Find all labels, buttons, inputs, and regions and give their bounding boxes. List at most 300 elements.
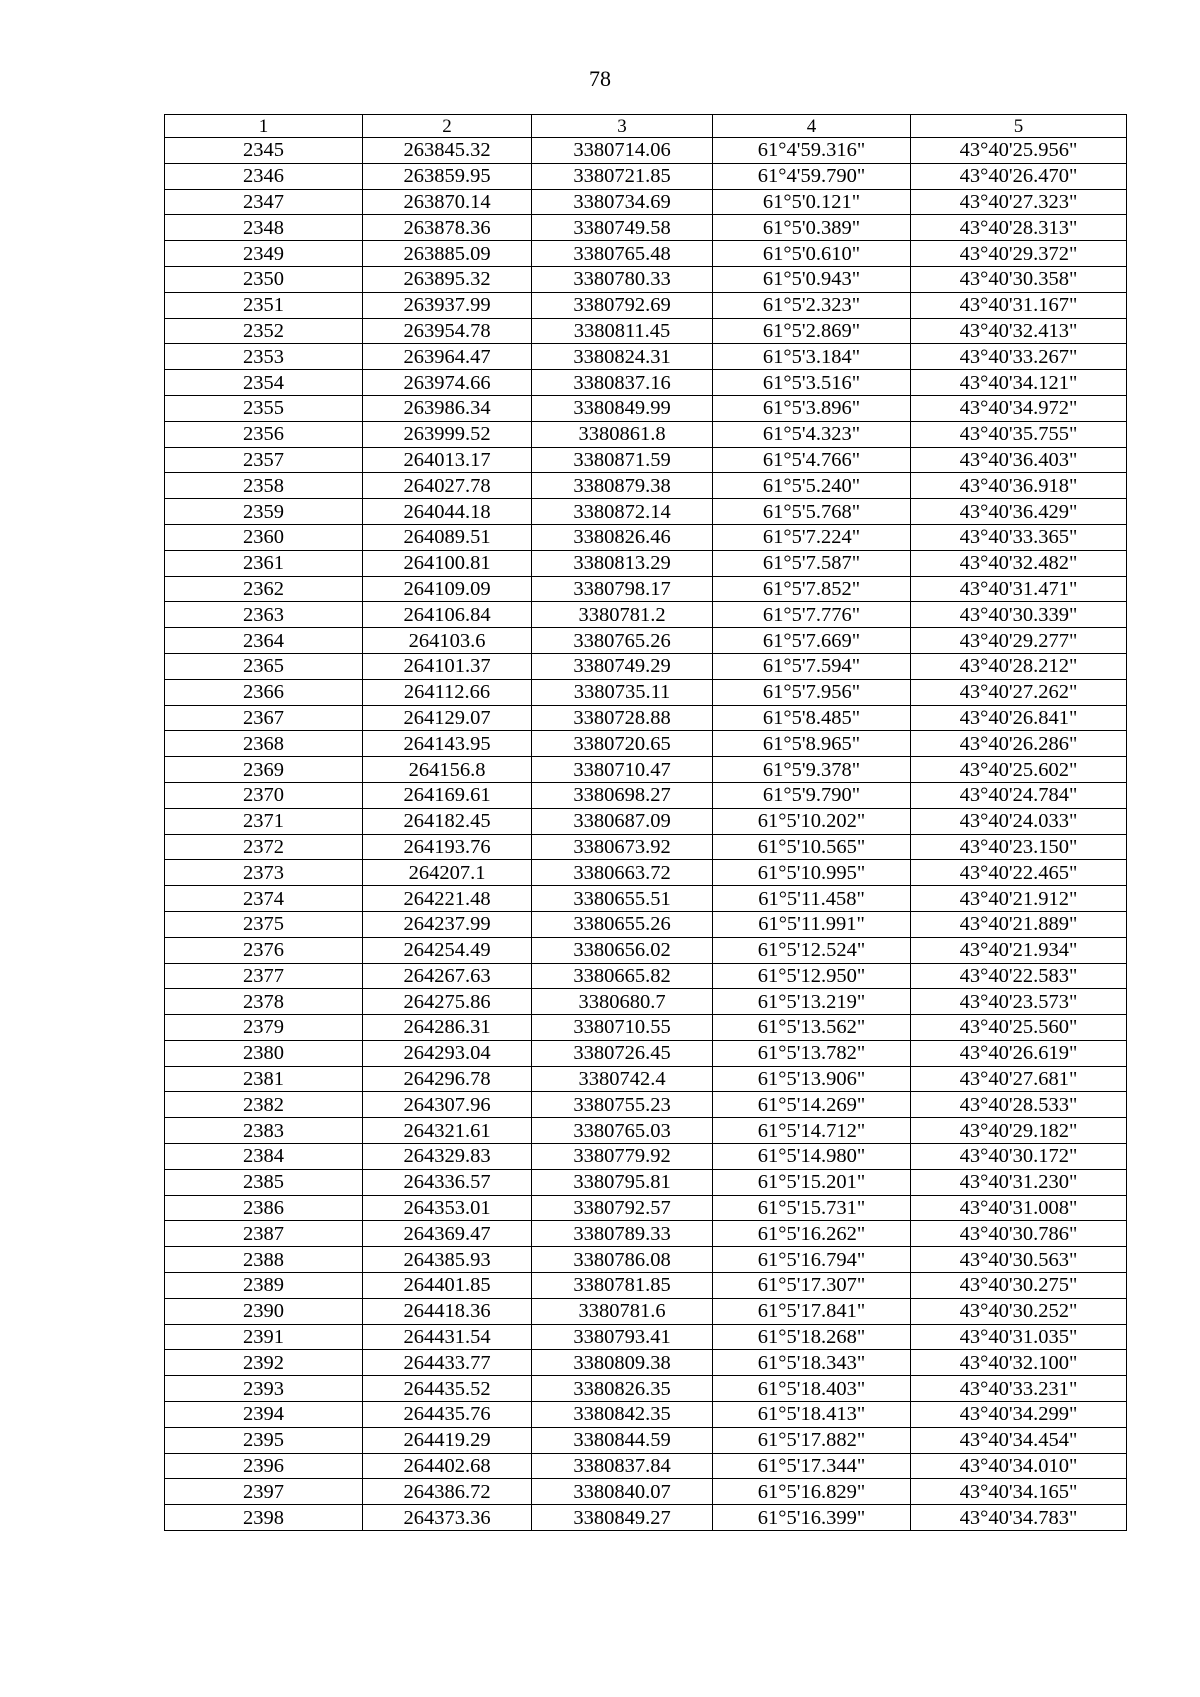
longitude-cell: 61°5'18.403" [713,1376,911,1402]
latitude-cell: 43°40'23.150" [911,834,1127,860]
latitude-cell: 43°40'24.033" [911,808,1127,834]
longitude-cell: 61°4'59.316" [713,138,911,164]
longitude-cell: 61°5'13.782" [713,1040,911,1066]
point-number-cell: 2378 [165,989,363,1015]
latitude-cell: 43°40'32.482" [911,550,1127,576]
latitude-cell: 43°40'22.465" [911,860,1127,886]
table-row [165,395,1127,421]
y-coordinate-cell: 3380655.51 [532,886,713,912]
latitude-cell: 43°40'33.231" [911,1376,1127,1402]
longitude-cell: 61°5'14.712" [713,1118,911,1144]
x-coordinate-cell: 264193.76 [363,834,532,860]
y-coordinate-cell: 3380849.99 [532,395,713,421]
latitude-cell: 43°40'30.563" [911,1247,1127,1273]
point-number-cell: 2366 [165,679,363,705]
point-number-cell: 2353 [165,344,363,370]
table-row [165,911,1127,937]
x-coordinate-cell: 264237.99 [363,911,532,937]
longitude-cell: 61°5'7.852" [713,576,911,602]
point-number-cell: 2382 [165,1092,363,1118]
longitude-cell: 61°5'3.896" [713,395,911,421]
x-coordinate-cell: 264431.54 [363,1324,532,1350]
x-coordinate-cell: 263986.34 [363,395,532,421]
point-number-cell: 2350 [165,266,363,292]
point-number-cell: 2379 [165,1015,363,1041]
y-coordinate-cell: 3380765.48 [532,241,713,267]
point-number-cell: 2357 [165,447,363,473]
latitude-cell: 43°40'27.323" [911,189,1127,215]
x-coordinate-cell: 264089.51 [363,524,532,550]
latitude-cell: 43°40'27.262" [911,679,1127,705]
y-coordinate-cell: 3380698.27 [532,782,713,808]
table-row [165,731,1127,757]
point-number-cell: 2370 [165,782,363,808]
table-row [165,421,1127,447]
table-row [165,963,1127,989]
table-row [165,1479,1127,1505]
point-number-cell: 2386 [165,1195,363,1221]
latitude-cell: 43°40'32.413" [911,318,1127,344]
point-number-cell: 2349 [165,241,363,267]
y-coordinate-cell: 3380735.11 [532,679,713,705]
longitude-cell: 61°5'7.776" [713,602,911,628]
longitude-cell: 61°5'16.399" [713,1505,911,1531]
y-coordinate-cell: 3380765.03 [532,1118,713,1144]
table-row [165,1015,1127,1041]
point-number-cell: 2388 [165,1247,363,1273]
x-coordinate-cell: 264100.81 [363,550,532,576]
longitude-cell: 61°5'11.991" [713,911,911,937]
y-coordinate-cell: 3380714.06 [532,138,713,164]
table-row [165,1376,1127,1402]
x-coordinate-cell: 264435.52 [363,1376,532,1402]
latitude-cell: 43°40'30.172" [911,1144,1127,1170]
latitude-cell: 43°40'26.470" [911,163,1127,189]
longitude-cell: 61°5'0.389" [713,215,911,241]
y-coordinate-cell: 3380779.92 [532,1144,713,1170]
y-coordinate-cell: 3380726.45 [532,1040,713,1066]
table-row [165,318,1127,344]
y-coordinate-cell: 3380728.88 [532,705,713,731]
page-number: 78 [589,66,611,91]
point-number-cell: 2371 [165,808,363,834]
x-coordinate-cell: 264307.96 [363,1092,532,1118]
latitude-cell: 43°40'28.212" [911,653,1127,679]
table-row [165,782,1127,808]
table-row [165,1066,1127,1092]
longitude-cell: 61°5'14.980" [713,1144,911,1170]
point-number-cell: 2364 [165,628,363,654]
x-coordinate-cell: 264027.78 [363,473,532,499]
point-number-cell: 2392 [165,1350,363,1376]
coordinates-table [164,114,1127,1531]
x-coordinate-cell: 264321.61 [363,1118,532,1144]
x-coordinate-cell: 264112.66 [363,679,532,705]
latitude-cell: 43°40'23.573" [911,989,1127,1015]
y-coordinate-cell: 3380786.08 [532,1247,713,1273]
latitude-cell: 43°40'34.783" [911,1505,1127,1531]
y-coordinate-cell: 3380721.85 [532,163,713,189]
latitude-cell: 43°40'24.784" [911,782,1127,808]
y-coordinate-cell: 3380734.69 [532,189,713,215]
latitude-cell: 43°40'30.339" [911,602,1127,628]
x-coordinate-cell: 263954.78 [363,318,532,344]
y-coordinate-cell: 3380844.59 [532,1427,713,1453]
table-row [165,447,1127,473]
table-row [165,189,1127,215]
x-coordinate-cell: 264109.09 [363,576,532,602]
x-coordinate-cell: 264293.04 [363,1040,532,1066]
table-row [165,989,1127,1015]
y-coordinate-cell: 3380792.69 [532,292,713,318]
latitude-cell: 43°40'31.008" [911,1195,1127,1221]
table-row [165,1118,1127,1144]
point-number-cell: 2361 [165,550,363,576]
longitude-cell: 61°5'8.965" [713,731,911,757]
table-row [165,138,1127,164]
longitude-cell: 61°5'16.794" [713,1247,911,1273]
point-number-cell: 2384 [165,1144,363,1170]
table-row [165,1195,1127,1221]
y-coordinate-cell: 3380795.81 [532,1169,713,1195]
table-row [165,602,1127,628]
longitude-cell: 61°5'13.906" [713,1066,911,1092]
longitude-cell: 61°5'17.841" [713,1298,911,1324]
table-row [165,499,1127,525]
longitude-cell: 61°5'15.201" [713,1169,911,1195]
longitude-cell: 61°5'0.121" [713,189,911,215]
x-coordinate-cell: 263895.32 [363,266,532,292]
column-header: 5 [911,115,1127,138]
latitude-cell: 43°40'31.471" [911,576,1127,602]
y-coordinate-cell: 3380765.26 [532,628,713,654]
point-number-cell: 2383 [165,1118,363,1144]
coordinates-table-body [165,115,1127,1531]
point-number-cell: 2372 [165,834,363,860]
longitude-cell: 61°5'0.610" [713,241,911,267]
latitude-cell: 43°40'26.841" [911,705,1127,731]
latitude-cell: 43°40'25.602" [911,757,1127,783]
x-coordinate-cell: 264336.57 [363,1169,532,1195]
x-coordinate-cell: 263845.32 [363,138,532,164]
x-coordinate-cell: 264435.76 [363,1402,532,1428]
point-number-cell: 2387 [165,1221,363,1247]
x-coordinate-cell: 264221.48 [363,886,532,912]
column-header: 3 [532,115,713,138]
table-row [165,886,1127,912]
y-coordinate-cell: 3380840.07 [532,1479,713,1505]
point-number-cell: 2398 [165,1505,363,1531]
latitude-cell: 43°40'27.681" [911,1066,1127,1092]
point-number-cell: 2360 [165,524,363,550]
point-number-cell: 2362 [165,576,363,602]
table-row [165,473,1127,499]
table-row [165,1298,1127,1324]
table-row [165,1221,1127,1247]
point-number-cell: 2347 [165,189,363,215]
latitude-cell: 43°40'25.956" [911,138,1127,164]
longitude-cell: 61°5'12.524" [713,937,911,963]
point-number-cell: 2385 [165,1169,363,1195]
table-row [165,1247,1127,1273]
longitude-cell: 61°5'15.731" [713,1195,911,1221]
x-coordinate-cell: 264286.31 [363,1015,532,1041]
table-row [165,1453,1127,1479]
longitude-cell: 61°5'9.378" [713,757,911,783]
latitude-cell: 43°40'34.972" [911,395,1127,421]
y-coordinate-cell: 3380755.23 [532,1092,713,1118]
table-row [165,757,1127,783]
point-number-cell: 2348 [165,215,363,241]
longitude-cell: 61°5'18.268" [713,1324,911,1350]
latitude-cell: 43°40'36.918" [911,473,1127,499]
point-number-cell: 2375 [165,911,363,937]
x-coordinate-cell: 264433.77 [363,1350,532,1376]
latitude-cell: 43°40'32.100" [911,1350,1127,1376]
latitude-cell: 43°40'33.267" [911,344,1127,370]
x-coordinate-cell: 263885.09 [363,241,532,267]
latitude-cell: 43°40'36.429" [911,499,1127,525]
point-number-cell: 2359 [165,499,363,525]
y-coordinate-cell: 3380749.58 [532,215,713,241]
x-coordinate-cell: 263859.95 [363,163,532,189]
point-number-cell: 2394 [165,1402,363,1428]
latitude-cell: 43°40'29.277" [911,628,1127,654]
x-coordinate-cell: 264106.84 [363,602,532,628]
longitude-cell: 61°5'7.669" [713,628,911,654]
y-coordinate-cell: 3380720.65 [532,731,713,757]
longitude-cell: 61°5'7.587" [713,550,911,576]
x-coordinate-cell: 264169.61 [363,782,532,808]
latitude-cell: 43°40'21.912" [911,886,1127,912]
latitude-cell: 43°40'29.182" [911,1118,1127,1144]
point-number-cell: 2393 [165,1376,363,1402]
table-row [165,808,1127,834]
longitude-cell: 61°5'18.343" [713,1350,911,1376]
column-header: 2 [363,115,532,138]
y-coordinate-cell: 3380780.33 [532,266,713,292]
point-number-cell: 2390 [165,1298,363,1324]
latitude-cell: 43°40'36.403" [911,447,1127,473]
latitude-cell: 43°40'30.252" [911,1298,1127,1324]
table-row [165,550,1127,576]
point-number-cell: 2369 [165,757,363,783]
column-header: 1 [165,115,363,138]
x-coordinate-cell: 263937.99 [363,292,532,318]
y-coordinate-cell: 3380837.16 [532,370,713,396]
latitude-cell: 43°40'28.533" [911,1092,1127,1118]
y-coordinate-cell: 3380837.84 [532,1453,713,1479]
table-row [165,937,1127,963]
longitude-cell: 61°5'9.790" [713,782,911,808]
x-coordinate-cell: 263878.36 [363,215,532,241]
x-coordinate-cell: 264129.07 [363,705,532,731]
y-coordinate-cell: 3380655.26 [532,911,713,937]
longitude-cell: 61°5'2.869" [713,318,911,344]
table-row [165,241,1127,267]
table-row [165,576,1127,602]
x-coordinate-cell: 264418.36 [363,1298,532,1324]
point-number-cell: 2365 [165,653,363,679]
longitude-cell: 61°5'13.219" [713,989,911,1015]
y-coordinate-cell: 3380687.09 [532,808,713,834]
longitude-cell: 61°5'11.458" [713,886,911,912]
point-number-cell: 2358 [165,473,363,499]
y-coordinate-cell: 3380680.7 [532,989,713,1015]
y-coordinate-cell: 3380849.27 [532,1505,713,1531]
y-coordinate-cell: 3380811.45 [532,318,713,344]
longitude-cell: 61°5'16.829" [713,1479,911,1505]
x-coordinate-cell: 264353.01 [363,1195,532,1221]
longitude-cell: 61°5'7.594" [713,653,911,679]
y-coordinate-cell: 3380861.8 [532,421,713,447]
latitude-cell: 43°40'34.454" [911,1427,1127,1453]
y-coordinate-cell: 3380781.6 [532,1298,713,1324]
y-coordinate-cell: 3380781.85 [532,1273,713,1299]
y-coordinate-cell: 3380656.02 [532,937,713,963]
longitude-cell: 61°5'12.950" [713,963,911,989]
point-number-cell: 2351 [165,292,363,318]
y-coordinate-cell: 3380781.2 [532,602,713,628]
x-coordinate-cell: 264182.45 [363,808,532,834]
x-coordinate-cell: 264267.63 [363,963,532,989]
y-coordinate-cell: 3380673.92 [532,834,713,860]
latitude-cell: 43°40'22.583" [911,963,1127,989]
y-coordinate-cell: 3380813.29 [532,550,713,576]
longitude-cell: 61°5'5.240" [713,473,911,499]
point-number-cell: 2354 [165,370,363,396]
table-row [165,215,1127,241]
latitude-cell: 43°40'34.010" [911,1453,1127,1479]
point-number-cell: 2356 [165,421,363,447]
point-number-cell: 2373 [165,860,363,886]
point-number-cell: 2368 [165,731,363,757]
table-row [165,653,1127,679]
latitude-cell: 43°40'31.035" [911,1324,1127,1350]
x-coordinate-cell: 264401.85 [363,1273,532,1299]
point-number-cell: 2346 [165,163,363,189]
y-coordinate-cell: 3380665.82 [532,963,713,989]
table-row [165,679,1127,705]
table-row [165,370,1127,396]
x-coordinate-cell: 264254.49 [363,937,532,963]
table-row [165,1402,1127,1428]
longitude-cell: 61°5'10.995" [713,860,911,886]
point-number-cell: 2397 [165,1479,363,1505]
latitude-cell: 43°40'21.889" [911,911,1127,937]
y-coordinate-cell: 3380749.29 [532,653,713,679]
latitude-cell: 43°40'25.560" [911,1015,1127,1041]
longitude-cell: 61°5'17.307" [713,1273,911,1299]
latitude-cell: 43°40'29.372" [911,241,1127,267]
latitude-cell: 43°40'31.230" [911,1169,1127,1195]
latitude-cell: 43°40'21.934" [911,937,1127,963]
longitude-cell: 61°5'0.943" [713,266,911,292]
longitude-cell: 61°5'17.344" [713,1453,911,1479]
longitude-cell: 61°5'3.516" [713,370,911,396]
point-number-cell: 2367 [165,705,363,731]
longitude-cell: 61°5'8.485" [713,705,911,731]
point-number-cell: 2377 [165,963,363,989]
longitude-cell: 61°5'10.202" [713,808,911,834]
latitude-cell: 43°40'28.313" [911,215,1127,241]
latitude-cell: 43°40'35.755" [911,421,1127,447]
latitude-cell: 43°40'34.299" [911,1402,1127,1428]
y-coordinate-cell: 3380824.31 [532,344,713,370]
table-row [165,1169,1127,1195]
latitude-cell: 43°40'26.286" [911,731,1127,757]
point-number-cell: 2391 [165,1324,363,1350]
table-row [165,292,1127,318]
y-coordinate-cell: 3380842.35 [532,1402,713,1428]
x-coordinate-cell: 264044.18 [363,499,532,525]
point-number-cell: 2381 [165,1066,363,1092]
table-row [165,1505,1127,1531]
table-row [165,1427,1127,1453]
point-number-cell: 2355 [165,395,363,421]
longitude-cell: 61°5'5.768" [713,499,911,525]
table-row [165,628,1127,654]
point-number-cell: 2396 [165,1453,363,1479]
latitude-cell: 43°40'34.165" [911,1479,1127,1505]
latitude-cell: 43°40'33.365" [911,524,1127,550]
x-coordinate-cell: 264329.83 [363,1144,532,1170]
table-row [165,524,1127,550]
point-number-cell: 2380 [165,1040,363,1066]
table-row [165,705,1127,731]
table-row [165,163,1127,189]
longitude-cell: 61°5'2.323" [713,292,911,318]
x-coordinate-cell: 264143.95 [363,731,532,757]
point-number-cell: 2374 [165,886,363,912]
x-coordinate-cell: 264419.29 [363,1427,532,1453]
longitude-cell: 61°5'18.413" [713,1402,911,1428]
latitude-cell: 43°40'31.167" [911,292,1127,318]
longitude-cell: 61°5'3.184" [713,344,911,370]
point-number-cell: 2363 [165,602,363,628]
table-row [165,1273,1127,1299]
longitude-cell: 61°5'7.956" [713,679,911,705]
latitude-cell: 43°40'34.121" [911,370,1127,396]
y-coordinate-cell: 3380826.46 [532,524,713,550]
longitude-cell: 61°5'13.562" [713,1015,911,1041]
x-coordinate-cell: 264275.86 [363,989,532,1015]
y-coordinate-cell: 3380793.41 [532,1324,713,1350]
latitude-cell: 43°40'30.358" [911,266,1127,292]
point-number-cell: 2352 [165,318,363,344]
x-coordinate-cell: 264296.78 [363,1066,532,1092]
y-coordinate-cell: 3380710.47 [532,757,713,783]
table-header-row [165,115,1127,138]
x-coordinate-cell: 264101.37 [363,653,532,679]
x-coordinate-cell: 264402.68 [363,1453,532,1479]
longitude-cell: 61°5'7.224" [713,524,911,550]
x-coordinate-cell: 264207.1 [363,860,532,886]
table-row [165,1324,1127,1350]
table-row [165,1350,1127,1376]
x-coordinate-cell: 263870.14 [363,189,532,215]
table-row [165,344,1127,370]
y-coordinate-cell: 3380798.17 [532,576,713,602]
x-coordinate-cell: 264369.47 [363,1221,532,1247]
longitude-cell: 61°4'59.790" [713,163,911,189]
point-number-cell: 2395 [165,1427,363,1453]
x-coordinate-cell: 264103.6 [363,628,532,654]
y-coordinate-cell: 3380663.72 [532,860,713,886]
y-coordinate-cell: 3380871.59 [532,447,713,473]
y-coordinate-cell: 3380710.55 [532,1015,713,1041]
point-number-cell: 2345 [165,138,363,164]
